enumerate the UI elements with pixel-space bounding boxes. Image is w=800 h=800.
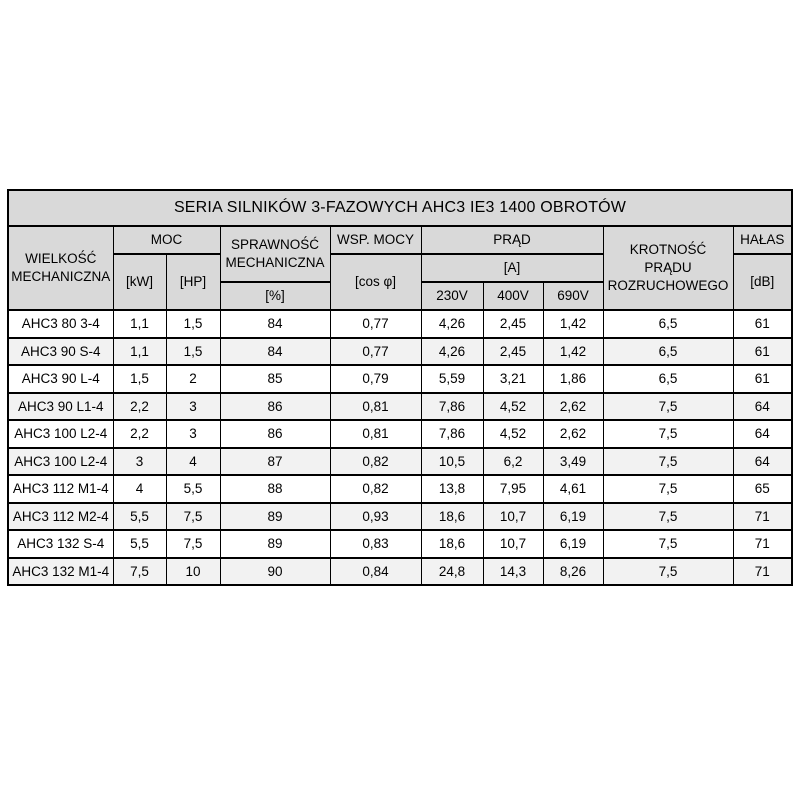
cell-prad-400v: 3,21 (483, 365, 543, 393)
cell-krotnosc: 7,5 (603, 420, 733, 448)
header-690v: 690V (543, 282, 603, 310)
cell-sprawnosc: 90 (220, 558, 330, 586)
cell-cos-phi: 0,84 (330, 558, 421, 586)
cell-halas: 64 (733, 393, 792, 421)
cell-prad-690v: 1,42 (543, 338, 603, 366)
cell-prad-690v: 4,61 (543, 475, 603, 503)
cell-model: AHC3 132 M1-4 (8, 558, 113, 586)
cell-prad-400v: 7,95 (483, 475, 543, 503)
cell-kw: 2,2 (113, 393, 166, 421)
table-row (8, 365, 792, 393)
header-wsp-mocy: WSP. MOCY (330, 226, 421, 254)
table-row (8, 475, 792, 503)
cell-prad-230v: 10,5 (421, 448, 483, 476)
table-row (8, 530, 792, 558)
cell-prad-230v: 4,26 (421, 310, 483, 338)
header-sprawnosc-mechaniczna: SPRAWNOŚĆ MECHANICZNA (220, 226, 330, 282)
table-body (8, 310, 792, 585)
cell-cos-phi: 0,82 (330, 448, 421, 476)
cell-sprawnosc: 87 (220, 448, 330, 476)
cell-prad-230v: 7,86 (421, 393, 483, 421)
header-400v: 400V (483, 282, 543, 310)
cell-prad-690v: 1,42 (543, 310, 603, 338)
cell-prad-400v: 10,7 (483, 530, 543, 558)
cell-model: AHC3 132 S-4 (8, 530, 113, 558)
cell-prad-400v: 6,2 (483, 448, 543, 476)
motor-spec-table (7, 189, 793, 586)
cell-kw: 3 (113, 448, 166, 476)
header-hp: [HP] (166, 254, 220, 310)
cell-sprawnosc: 85 (220, 365, 330, 393)
cell-prad-400v: 2,45 (483, 310, 543, 338)
cell-cos-phi: 0,93 (330, 503, 421, 531)
cell-krotnosc: 7,5 (603, 475, 733, 503)
cell-sprawnosc: 88 (220, 475, 330, 503)
cell-prad-230v: 13,8 (421, 475, 483, 503)
table-row (8, 448, 792, 476)
cell-krotnosc: 7,5 (603, 448, 733, 476)
table-row (8, 338, 792, 366)
cell-krotnosc: 7,5 (603, 530, 733, 558)
cell-krotnosc: 6,5 (603, 365, 733, 393)
cell-model: AHC3 112 M1-4 (8, 475, 113, 503)
header-cos-phi: [cos φ] (330, 254, 421, 310)
cell-kw: 4 (113, 475, 166, 503)
cell-hp: 5,5 (166, 475, 220, 503)
cell-prad-230v: 7,86 (421, 420, 483, 448)
cell-hp: 7,5 (166, 530, 220, 558)
cell-model: AHC3 90 L1-4 (8, 393, 113, 421)
cell-sprawnosc: 84 (220, 338, 330, 366)
cell-halas: 64 (733, 448, 792, 476)
cell-kw: 2,2 (113, 420, 166, 448)
cell-prad-230v: 5,59 (421, 365, 483, 393)
cell-hp: 2 (166, 365, 220, 393)
table-row (8, 558, 792, 586)
cell-halas: 71 (733, 530, 792, 558)
cell-halas: 71 (733, 558, 792, 586)
header-prad: PRĄD (421, 226, 603, 254)
cell-cos-phi: 0,83 (330, 530, 421, 558)
cell-hp: 3 (166, 420, 220, 448)
cell-krotnosc: 7,5 (603, 558, 733, 586)
cell-cos-phi: 0,82 (330, 475, 421, 503)
cell-prad-230v: 18,6 (421, 530, 483, 558)
header-percent: [%] (220, 282, 330, 310)
title-row (8, 190, 792, 226)
header-krotnosc-pradu: KROTNOŚĆ PRĄDU ROZRUCHOWEGO (603, 226, 733, 310)
cell-cos-phi: 0,77 (330, 310, 421, 338)
cell-halas: 61 (733, 338, 792, 366)
cell-prad-400v: 10,7 (483, 503, 543, 531)
cell-prad-690v: 6,19 (543, 530, 603, 558)
cell-prad-690v: 2,62 (543, 420, 603, 448)
cell-krotnosc: 7,5 (603, 503, 733, 531)
header-row-1 (8, 226, 792, 254)
table-row (8, 420, 792, 448)
cell-kw: 7,5 (113, 558, 166, 586)
cell-prad-400v: 4,52 (483, 420, 543, 448)
cell-prad-400v: 2,45 (483, 338, 543, 366)
header-wielkosc-mechaniczna: WIELKOŚĆ MECHANICZNA (8, 226, 113, 310)
header-230v: 230V (421, 282, 483, 310)
cell-kw: 1,5 (113, 365, 166, 393)
cell-prad-230v: 18,6 (421, 503, 483, 531)
cell-model: AHC3 100 L2-4 (8, 420, 113, 448)
header-halas: HAŁAS (733, 226, 792, 254)
cell-model: AHC3 90 L-4 (8, 365, 113, 393)
cell-krotnosc: 6,5 (603, 310, 733, 338)
cell-kw: 5,5 (113, 503, 166, 531)
cell-prad-690v: 3,49 (543, 448, 603, 476)
cell-hp: 7,5 (166, 503, 220, 531)
cell-cos-phi: 0,79 (330, 365, 421, 393)
cell-sprawnosc: 86 (220, 420, 330, 448)
cell-model: AHC3 112 M2-4 (8, 503, 113, 531)
cell-sprawnosc: 86 (220, 393, 330, 421)
cell-halas: 61 (733, 365, 792, 393)
cell-prad-690v: 8,26 (543, 558, 603, 586)
cell-cos-phi: 0,81 (330, 420, 421, 448)
cell-sprawnosc: 89 (220, 530, 330, 558)
cell-halas: 65 (733, 475, 792, 503)
cell-cos-phi: 0,81 (330, 393, 421, 421)
cell-prad-230v: 4,26 (421, 338, 483, 366)
cell-halas: 64 (733, 420, 792, 448)
header-amp: [A] (421, 254, 603, 282)
cell-halas: 61 (733, 310, 792, 338)
cell-model: AHC3 100 L2-4 (8, 448, 113, 476)
cell-krotnosc: 7,5 (603, 393, 733, 421)
table-row (8, 393, 792, 421)
cell-prad-690v: 6,19 (543, 503, 603, 531)
cell-prad-400v: 4,52 (483, 393, 543, 421)
cell-kw: 5,5 (113, 530, 166, 558)
table-header (8, 190, 792, 310)
table-row (8, 310, 792, 338)
cell-hp: 1,5 (166, 338, 220, 366)
table-title: SERIA SILNIKÓW 3-FAZOWYCH AHC3 IE3 1400 OBROTÓW (8, 190, 792, 226)
cell-sprawnosc: 89 (220, 503, 330, 531)
cell-prad-690v: 1,86 (543, 365, 603, 393)
cell-sprawnosc: 84 (220, 310, 330, 338)
cell-prad-400v: 14,3 (483, 558, 543, 586)
cell-hp: 4 (166, 448, 220, 476)
cell-halas: 71 (733, 503, 792, 531)
cell-model: AHC3 80 3-4 (8, 310, 113, 338)
cell-prad-230v: 24,8 (421, 558, 483, 586)
cell-hp: 1,5 (166, 310, 220, 338)
cell-hp: 3 (166, 393, 220, 421)
table-row (8, 503, 792, 531)
cell-hp: 10 (166, 558, 220, 586)
cell-cos-phi: 0,77 (330, 338, 421, 366)
header-moc: MOC (113, 226, 220, 254)
cell-kw: 1,1 (113, 310, 166, 338)
header-db: [dB] (733, 254, 792, 310)
cell-krotnosc: 6,5 (603, 338, 733, 366)
cell-prad-690v: 2,62 (543, 393, 603, 421)
header-kw: [kW] (113, 254, 166, 310)
cell-kw: 1,1 (113, 338, 166, 366)
cell-model: AHC3 90 S-4 (8, 338, 113, 366)
